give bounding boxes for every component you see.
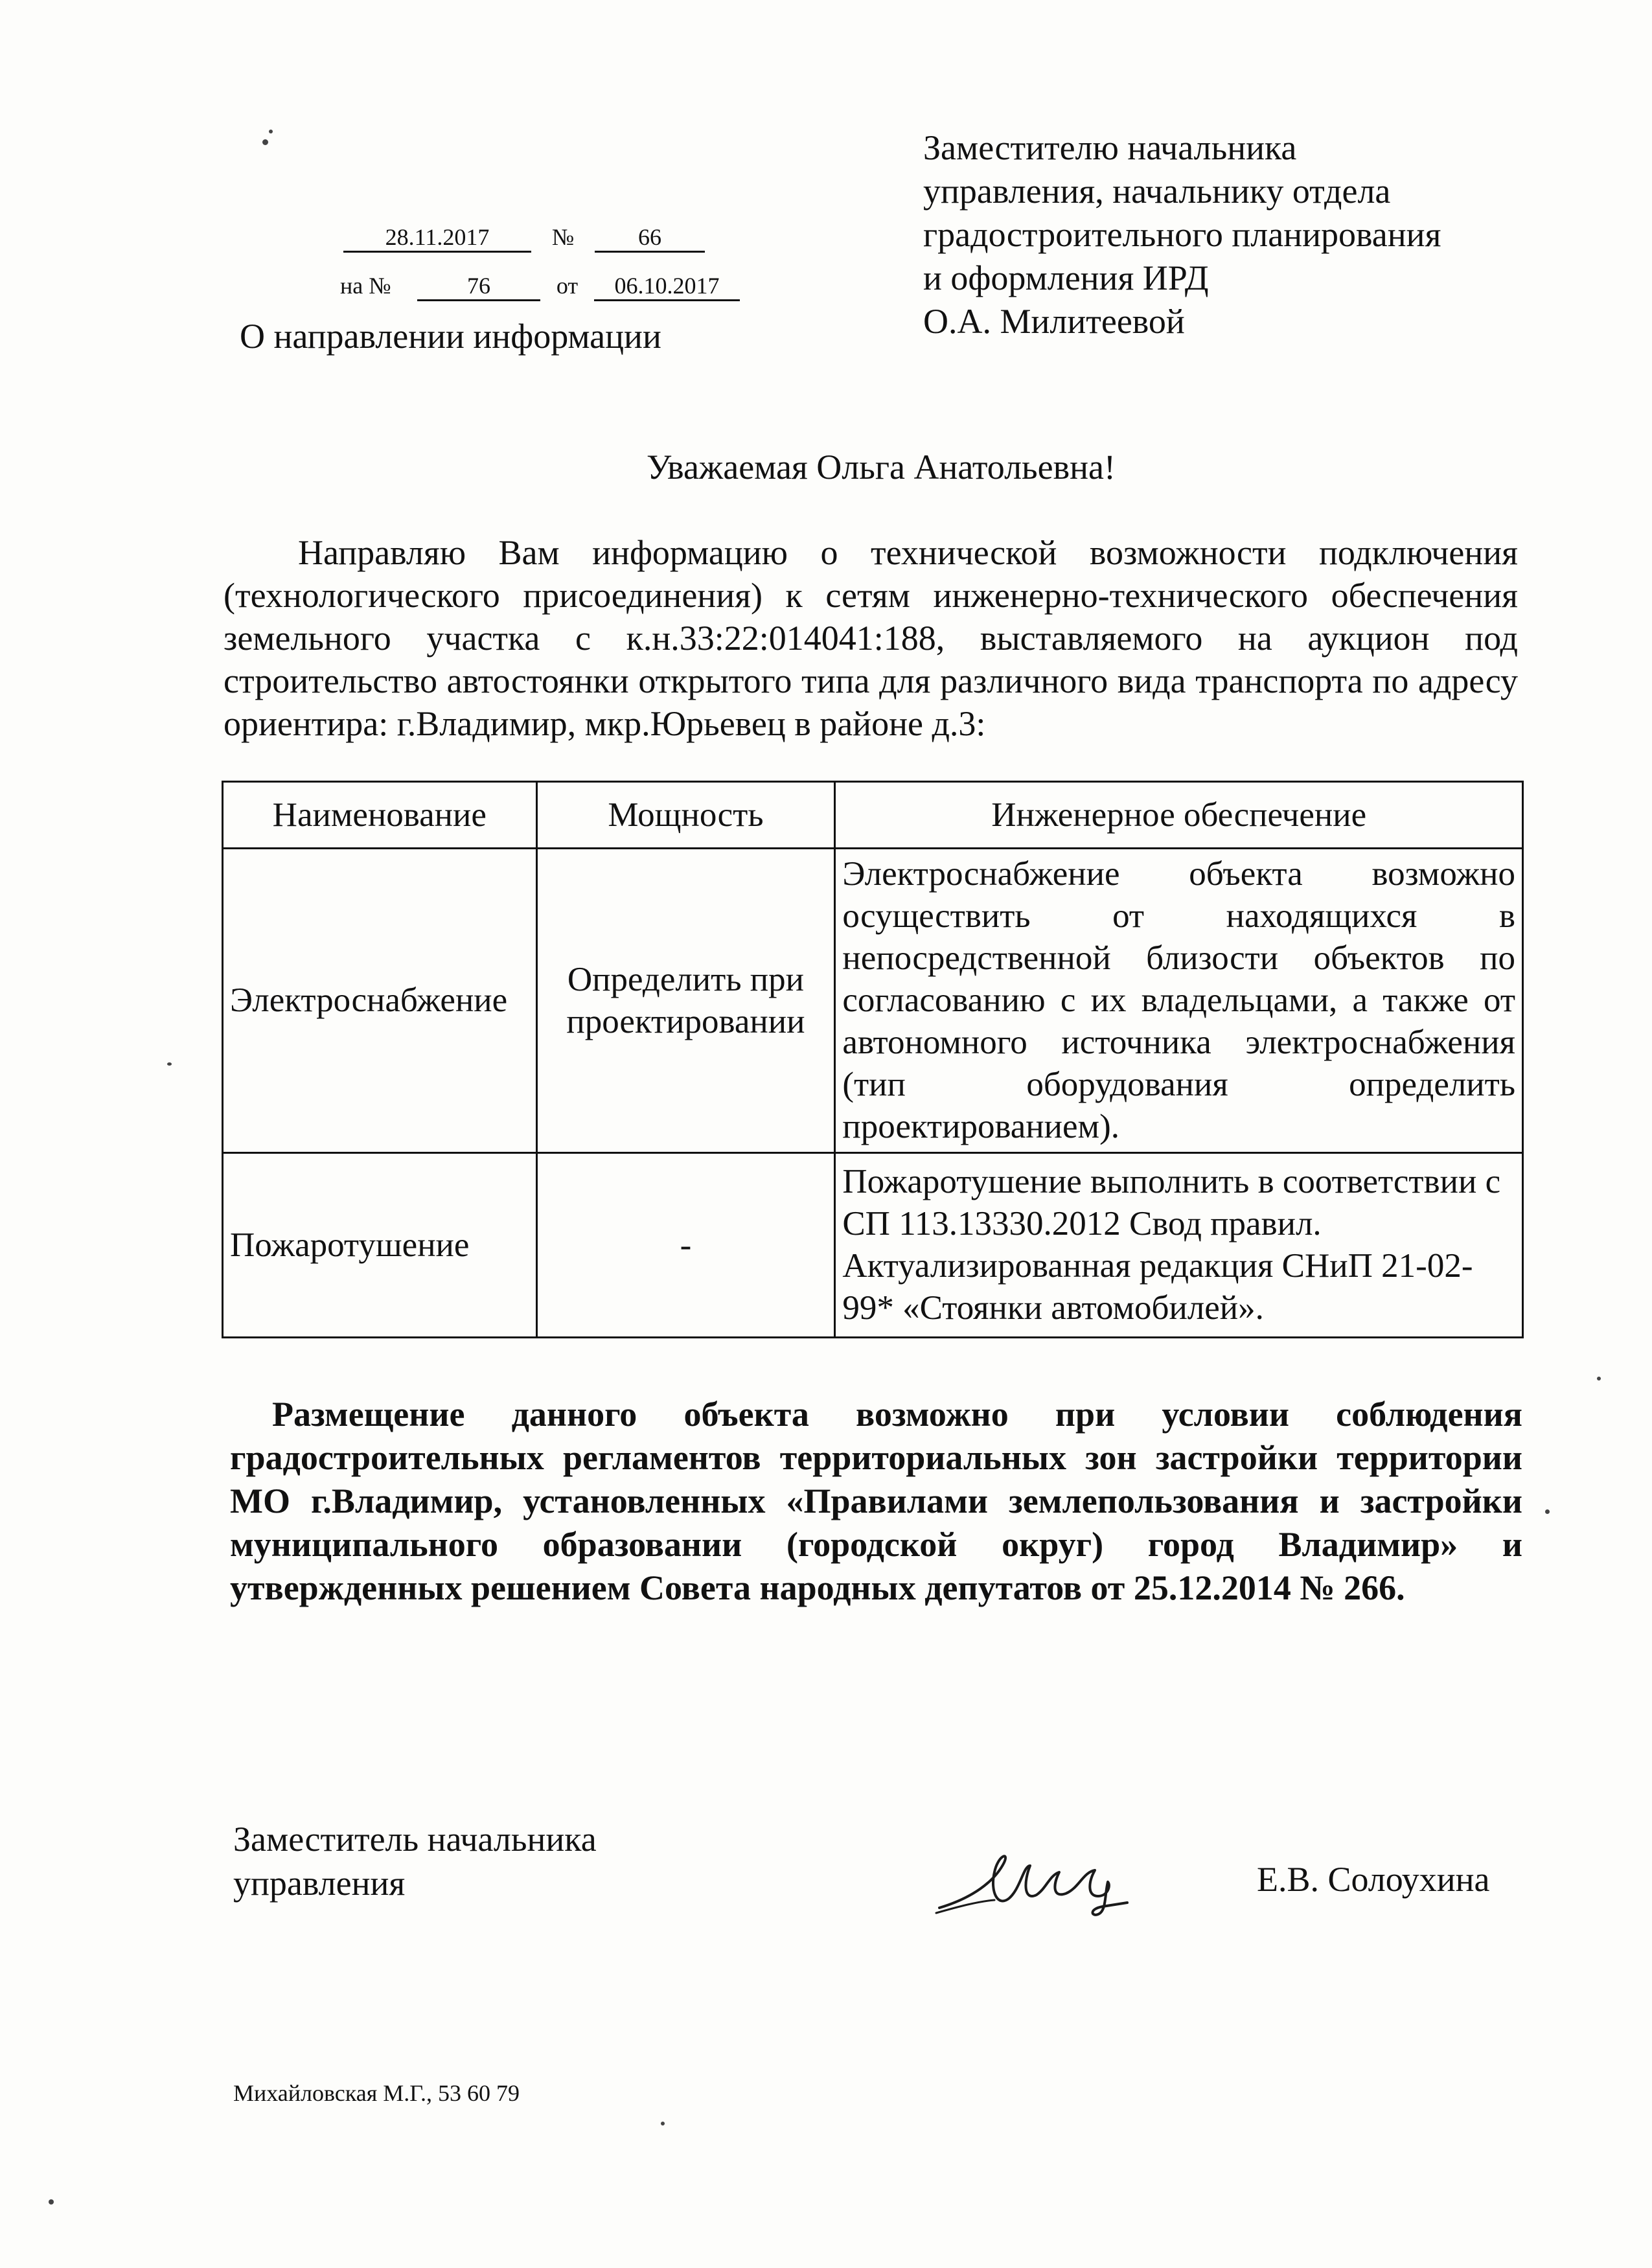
row-power: - [536, 1153, 835, 1338]
scan-speck [167, 1062, 172, 1066]
scan-speck [1545, 1509, 1550, 1514]
row-name: Пожаротушение [223, 1153, 537, 1338]
scan-speck [661, 2122, 665, 2125]
salutation: Уважаемая Ольга Анатольевна! [647, 448, 1116, 487]
scan-speck [262, 139, 268, 145]
signer-title-line: управления [233, 1864, 406, 1903]
header-power: Мощность [536, 782, 835, 849]
body-paragraph: Направляю Вам информацию о технической возможности подключения (технологического присоединения) к сетям инженерно-технического обеспечения земельного участка с к.н.33:22:014041:188, выставляемого на аукцион под строительство автостоянки открытого типа для различного вида транспорта по адресу ориентира: г.Владимир, мкр.Юрьевец в районе д.3: [224, 533, 1518, 743]
table-row [223, 1153, 1523, 1338]
row-name: Электроснабжение [223, 849, 537, 1153]
addressee-line: Заместителю начальника [923, 128, 1297, 167]
row-provision: Электроснабжение объекта возможно осуществить от находящихся в непосредственной близости объектов по согласованию с их владельцами, а также от автономного источника электроснабжения (тип оборудования определить проектированием). [835, 849, 1523, 1153]
executor-contact: Михайловская М.Г., 53 60 79 [233, 2080, 520, 2106]
conclusion-paragraph: Размещение данного объекта возможно при условии соблюдения градостроительных регламентов территориальных зон застройки территории МО г.Владимир, установленных «Правилами землепользования и застройки муниципального образовании (городской округ) город Владимир» и утвержденных решением Совета народных депутатов от 25.12.2014 № 266. [230, 1395, 1522, 1607]
scan-speck [1597, 1377, 1601, 1380]
signer-name: Е.В. Солоухина [1257, 1860, 1490, 1899]
addressee-line: градостроительного планирования [923, 215, 1441, 254]
header-name: Наименование [223, 782, 537, 849]
addressee-line: управления, начальнику отдела [923, 172, 1391, 211]
addressee-block [923, 126, 1441, 343]
signer-title-line: Заместитель начальника [233, 1820, 597, 1859]
table-row [223, 849, 1523, 1153]
outgoing-registration [343, 223, 705, 253]
number-sign: № [551, 224, 575, 250]
letter-subject: О направлении информации [240, 317, 661, 356]
ref-number: 76 [417, 273, 540, 301]
table-header-row [223, 782, 1523, 849]
engineering-table [222, 781, 1524, 1338]
row-power: Определить при проектировании [536, 849, 835, 1153]
incoming-reference [340, 272, 740, 301]
ref-prefix: на № [340, 273, 391, 299]
outgoing-date: 28.11.2017 [343, 225, 531, 253]
signer-title [233, 1817, 597, 1905]
outgoing-number: 66 [595, 225, 705, 253]
ref-from: от [556, 273, 579, 299]
row-provision: Пожаротушение выполнить в соответствии с СП 113.13330.2012 Свод правил. Актуализированная редакция СНиП 21-02-99* «Стоянки автомобилей». [835, 1153, 1523, 1338]
handwritten-signature [933, 1837, 1147, 1927]
addressee-line: О.А. Милитеевой [923, 302, 1185, 341]
addressee-line: и оформления ИРД [923, 258, 1209, 297]
ref-date: 06.10.2017 [594, 273, 740, 301]
header-provision: Инженерное обеспечение [835, 782, 1523, 849]
scan-speck [269, 130, 273, 133]
scan-speck [49, 2199, 54, 2205]
